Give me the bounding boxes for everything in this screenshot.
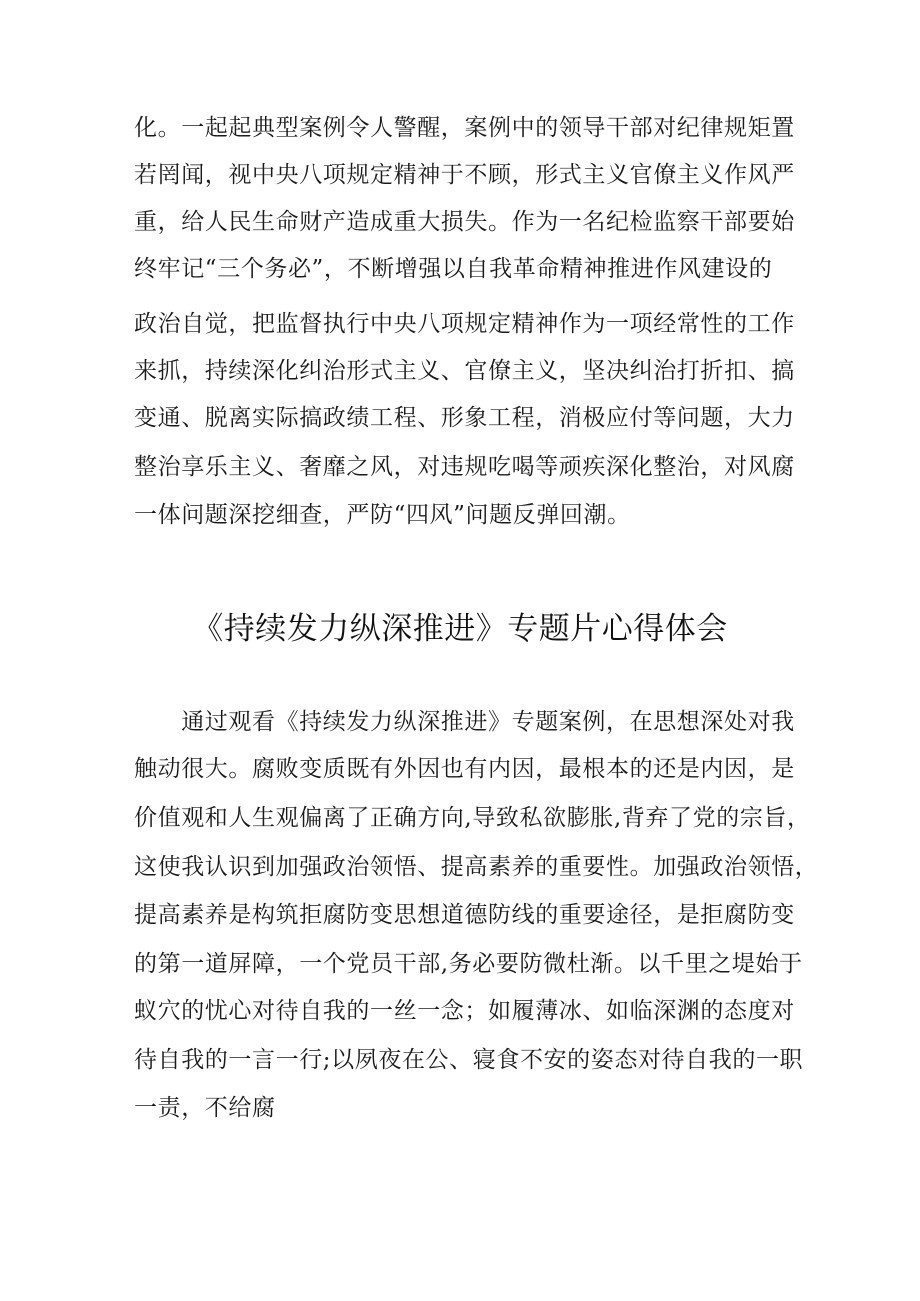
paragraph-line: 的第一道屏障，一个党员干部,务必要防微杜渐。以千里之堤始于	[134, 951, 803, 977]
paragraph-line: 一体问题深挖细查，严防“四风”问题反弹回潮。	[134, 502, 631, 528]
paragraph-line: 政治自觉，把监督执行中央八项规定精神作为一项经常性的工作	[134, 311, 795, 337]
paragraph-line: 通过观看《持续发力纵深推进》专题案例，在思想深处对我	[134, 709, 795, 735]
section-title: 《持续发力纵深推进》专题片心得体会	[192, 611, 728, 647]
paragraph-line: 提高素养是构筑拒腐防变思想道德防线的重要途径，是拒腐防变	[134, 902, 795, 928]
paragraph-line: 若罔闻，视中央八项规定精神于不顾，形式主义官僚主义作风严	[134, 162, 795, 188]
paragraph-line: 一责，不给腐	[134, 1095, 276, 1121]
paragraph-line: 重，给人民生命财产造成重大损失。作为一名纪检监察干部要始	[134, 209, 795, 235]
paragraph-line: 来抓，持续深化纠治形式主义、官僚主义，坚决纠治打折扣、搞	[134, 358, 795, 384]
paragraph-line: 化。一起起典型案例令人警醒，案例中的领导干部对纪律规矩置	[134, 115, 795, 141]
paragraph-line: 这使我认识到加强政治领悟、提高素养的重要性。加强政治领悟，	[134, 854, 819, 880]
paragraph-line: 整治享乐主义、奢靡之风，对违规吃喝等顽疾深化整治，对风腐	[134, 454, 795, 480]
paragraph-line: 蚁穴的忧心对待自我的一丝一念；如履薄冰、如临深渊的态度对	[134, 998, 795, 1024]
paragraph-line: 终牢记“三个务必”，不断增强以自我革命精神推进作风建设的	[134, 256, 773, 282]
paragraph-line: 变通、脱离实际搞政绩工程、形象工程，消极应付等问题，大力	[134, 405, 795, 431]
paragraph-line: 价值观和人生观偏离了正确方向,导致私欲膨胀,背弃了党的宗旨，	[134, 805, 811, 831]
paragraph-line: 待自我的一言一行;以夙夜在公、寝食不安的姿态对待自我的一职	[134, 1047, 804, 1073]
paragraph-line: 触动很大。腐败变质既有外因也有内因，最根本的还是内因，是	[134, 756, 795, 782]
